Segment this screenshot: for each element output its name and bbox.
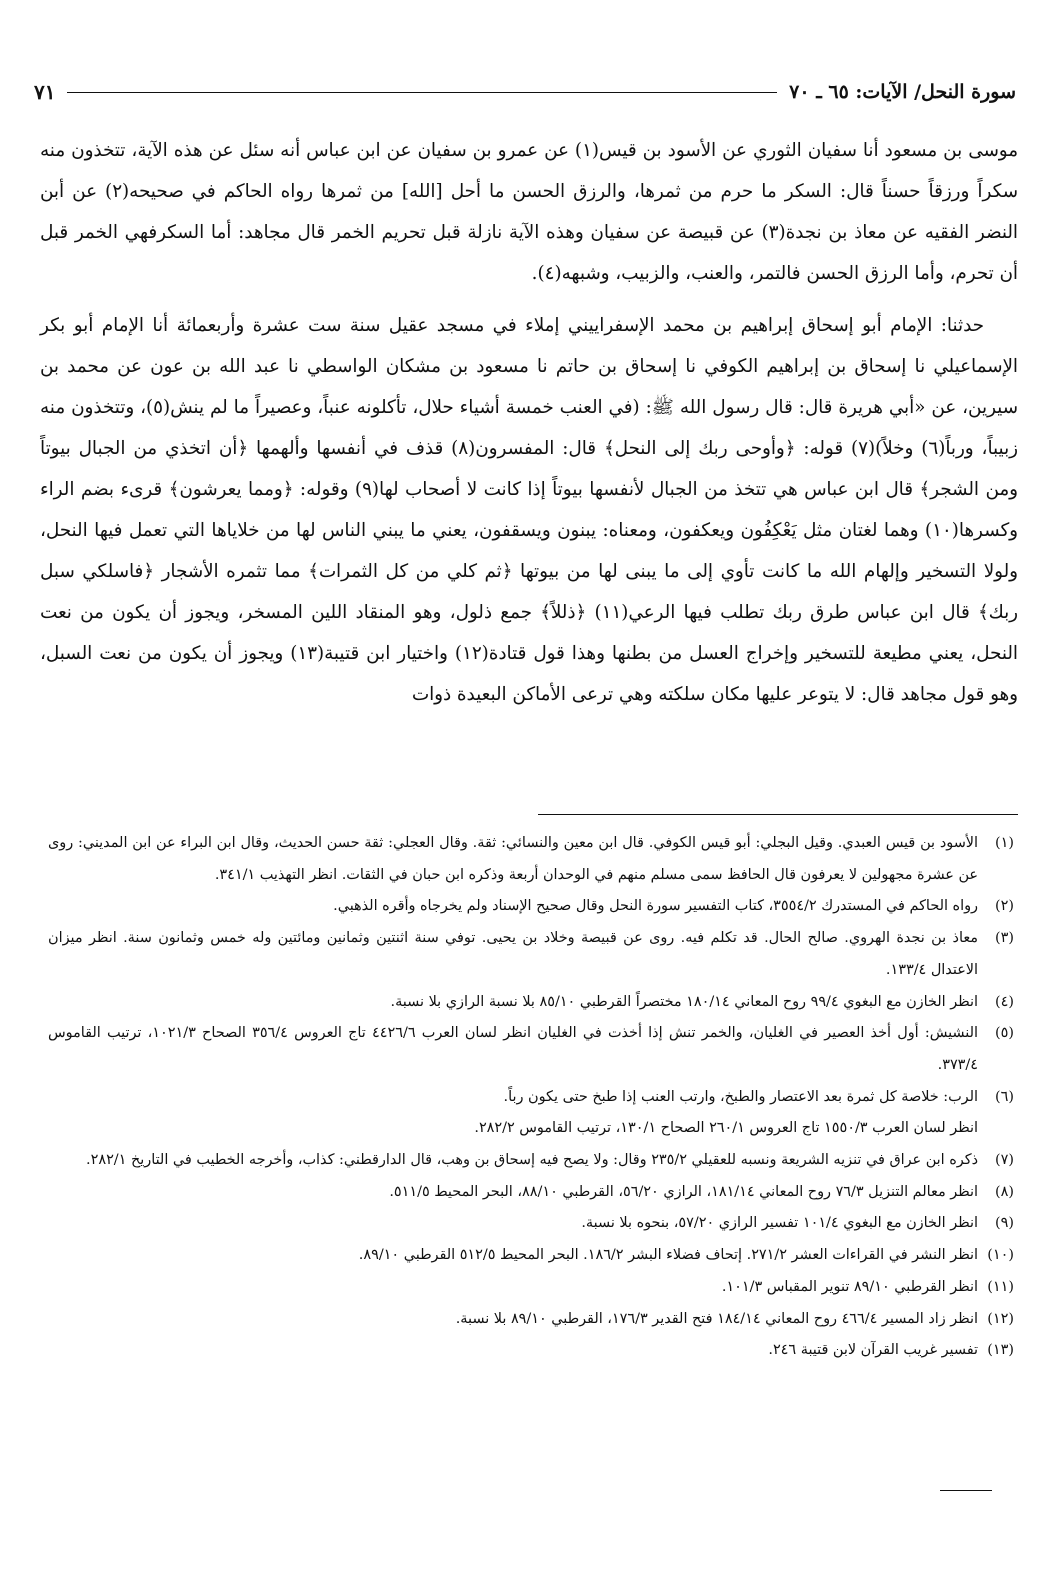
footnote-number: (٩) [995,1215,1014,1232]
footnote-1 [48,828,1014,891]
footnote-text: الرب: خلاصة كل ثمرة بعد الاعتصار والطبخ، وارتب العنب إذا طبخ حتى يكون رباً. [503,1088,978,1105]
footnote-number: (٧) [995,1152,1014,1169]
footnote-number: (٣) [995,930,1014,947]
page-number: ٧١ [34,80,56,104]
footnote-number: (١٢) [987,1310,1014,1327]
footnote-text: رواه الحاكم في المستدرك ٣٥٥٤/٢، كتاب التفسير سورة النحل وقال صحيح الإسناد ولم يخرجاه وأقره الذهبي. [333,898,978,915]
footnote-text: تفسير غريب القرآن لابن قتيبة ٢٤٦. [768,1342,978,1359]
running-header [34,76,1016,108]
footnote-text: الأسود بن قيس العبدي. وقيل البجلي: أبو قيس الكوفي. قال ابن معين والنسائي: ثقة. وقال العجلي: ثقة حسن الحديث، وقال ابن البراء عن ابن المديني: روى عن عشرة مجهولين لا يعرفون قال الحافظ سمى مسلم منهم في الوحدان أربعة وذكره ابن حبان في الثقات. انظر التهذيب ٣٤١/١. [48,835,978,883]
footnote-10 [48,1240,1014,1272]
footnote-12 [48,1304,1014,1336]
footnote-8 [48,1177,1014,1209]
footnote-separator [538,814,1018,815]
footnote-number: (١١) [987,1278,1014,1295]
footnote-number: (٦) [995,1088,1014,1105]
footnote-9 [48,1208,1014,1240]
footnote-text: انظر لسان العرب ١٥٥٠/٣ تاج العروس ٢٦٠/١ الصحاح ١٣٠/١، ترتيب القاموس ٢٨٢/٢. [474,1120,978,1137]
footnote-7 [48,1145,1014,1177]
footnote-number: (١) [995,835,1014,851]
footnote-11 [48,1272,1014,1304]
footnotes [48,828,1014,1367]
footnote-text: انظر معالم التنزيل ٧٦/٣ روح المعاني ١٨١/١٤، الرازي ٥٦/٢٠، القرطبي ٨٨/١٠، البحر المحيط ٥١١/٥. [389,1183,978,1200]
footnote-5 [48,1018,1014,1081]
footnote-2 [48,891,1014,923]
footnote-number: (٤) [995,993,1014,1010]
footnote-number: (٢) [995,898,1014,915]
header-rule [67,92,777,93]
footnote-number: (١٣) [987,1342,1014,1359]
footnote-text: معاذ بن نجدة الهروي. صالح الحال. قد تكلم فيه. روى عن قبيصة وخلاد بن يحيى. توفي سنة اثنتين وثمانين ومائتين وله خمس وثمانون سنة. انظر ميزان الاعتدال ١٣٣/٤. [48,930,978,978]
paragraph-1: موسى بن مسعود أنا سفيان الثوري عن الأسود بن قيس(١) عن عمرو بن سفيان عن ابن عباس أنه سئل عن هذه الآية، تتخذون منه سكراً ورزقاً حسناً قال: السكر ما حرم من ثمرها، والرزق الحسن ما أحل [الله] من ثمرها رواه الحاكم في صحيحه(٢) عن أبن النضر الفقيه عن معاذ بن نجدة(٣) عن قبيصة عن سفيان وهذه الآية نازلة قبل تحريم الخمر قال مجاهد: أما السكرفهي الخمر قبل أن تحرم، وأما الرزق الحسن فالتمر، والعنب، والزبيب، وشبهه(٤). [40,140,1019,284]
surah-title: سورة النحل/ الآيات: ٦٥ ـ ٧٠ [789,81,1016,103]
footnote-6 [48,1082,1014,1114]
footnote-4 [48,987,1014,1019]
footnote-text: انظر زاد المسير ٤٦٦/٤ روح المعاني ١٨٤/١٤ فتح القدير ١٧٦/٣، القرطبي ٨٩/١٠ بلا نسبة. [455,1310,978,1327]
footnote-number: (٨) [995,1183,1014,1200]
footnote-13 [48,1335,1014,1367]
footnote-text: ذكره ابن عراق في تنزيه الشريعة ونسبه للعقيلي ٢٣٥/٢ وقال: ولا يصح فيه إسحاق بن وهب، قال الدارقطني: كذاب، وأخرجه الخطيب في التاريخ ٢٨٢/١. [86,1152,978,1169]
footnote-6-continued [48,1113,1014,1145]
footnote-number: (١٠) [987,1247,1014,1264]
footnote-text: انظر الخازن مع البغوي ٩٩/٤ روح المعاني ١٨٠/١٤ مختصراً القرطبي ٨٥/١٠ بلا نسبة الرازي بلا نسبة. [390,993,978,1010]
footnote-3 [48,923,1014,986]
end-rule [940,1490,992,1491]
footnote-text: انظر النشر في القراءات العشر ٢٧١/٢. إتحاف فضلاء البشر ١٨٦/٢. البحر المحيط ٥١٢/٥ القرطبي ٨٩/١٠. [358,1247,978,1264]
footnote-text: انظر الخازن مع البغوي ١٠١/٤ تفسير الرازي ٥٧/٢٠، بنحوه بلا نسبة. [581,1215,978,1232]
footnote-text: النشيش: أول أخذ العصير في الغليان، والخمر تنش إذا أخذت في الغليان انظر لسان العرب ٤٤٢٦/٦ تاج العروس ٣٥٦/٤ الصحاح ١٠٢١/٣، ترتيب القاموس ٣٧٣/٤. [48,1025,978,1073]
paragraph-2: حدثنا: الإمام أبو إسحاق إبراهيم بن محمد الإسفراييني إملاء في مسجد عقيل سنة ست عشرة وأربعمائة أنا الإمام أبو بكر الإسماعيلي نا إسحاق بن إبراهيم الكوفي نا إسحاق بن حاتم نا مسعود بن مشكان الواسطي نا عبد الله بن عون عن محمد بن سيرين، عن «أبي هريرة قال: قال رسول الله ﷺ: (في العنب خمسة أشياء حلال، تأكلونه عنباً، وعصيراً ما لم ينش(٥)، وتتخذون منه زبيباً، ورباً(٦) وخلاً)(٧) قوله: ﴿وأوحى ربك إلى النحل﴾ قال: المفسرون(٨) قذف في أنفسها وألهمها ﴿أن اتخذي من الجبال بيوتاً ومن الشجر﴾ قال ابن عباس هي تتخذ من الجبال لأنفسها بيوتاً إذا كانت لا أصحاب لها(٩) وقوله: ﴿ومما يعرشون﴾ قرىء بضم الراء وكسرها(١٠) وهما لغتان مثل يَعْكِفُون ويعكفون، ومعناه: يبنون ويسقفون، يعني ما يبني الناس لها من خلاياها التي تعمل فيها النحل، ولولا التسخير وإلهام الله ما كانت تأوي إلى ما يبنى لها من بيوتها ﴿ثم كلي من كل الثمرات﴾ مما تثمره الأشجار ﴿فاسلكي سبل ربك﴾ قال ابن عباس طرق ربك تطلب فيها الرعي(١١) ﴿ذللاً﴾ جمع ذلول، وهو المنقاد اللين المسخر، ويجوز أن يكون من نعت النحل، يعني مطيعة للتسخير وإخراج العسل من بطنها وهذا قول قتادة(١٢) واختيار ابن قتيبة(١٣) ويجوز أن يكون من نعت السبل، وهو قول مجاهد قال: لا يتوعر عليها مكان سلكته وهي ترعى الأماكن البعيدة ذوات [40,315,1019,705]
main-text [40,130,1018,770]
footnote-number: (٥) [995,1025,1014,1042]
footnote-text: انظر القرطبي ٨٩/١٠ تنوير المقباس ١٠١/٣. [721,1278,978,1295]
